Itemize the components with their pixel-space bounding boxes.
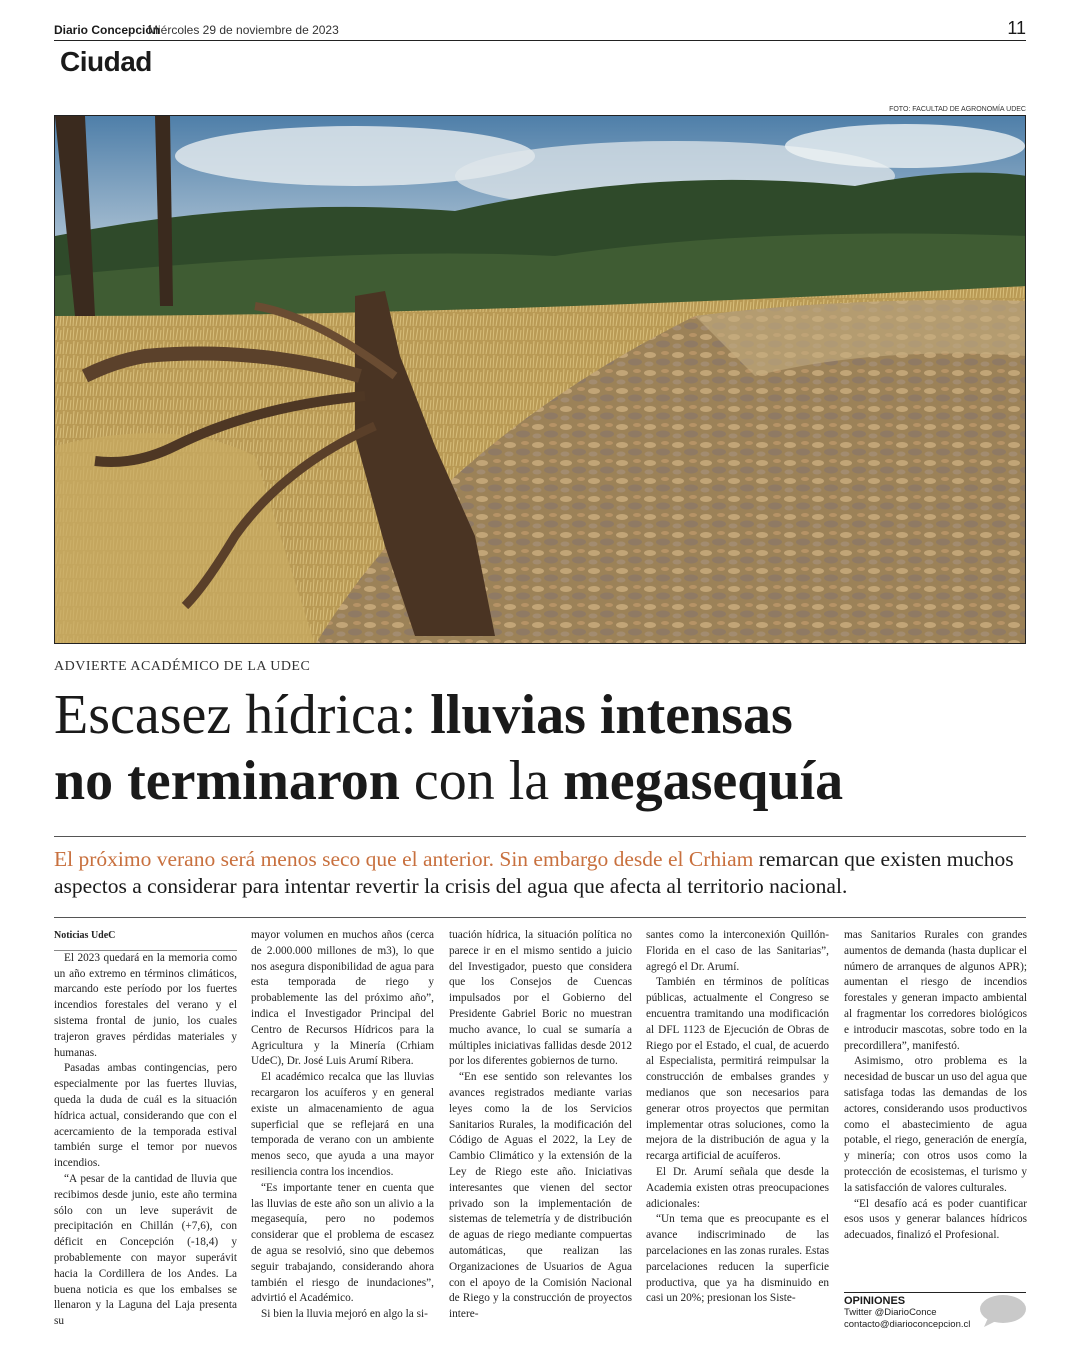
headline-part-2: lluvias intensas [430, 684, 793, 746]
paragraph: También en términos de políticas públicas, actualmente el Congreso se encuentra tramitando una modificación al DFL 1123 de Ejecución de Obras de Riego por el Estado, el cual, de acuerdo al Especialista, permitirá reimpulsar la construcción de embalses grandes y medianos que son necesarios para generar otros proyectos que permitan implementar otras soluciones, como la mejora de la distribución de agua y la recarga artificial de acuíferos. [646, 976, 829, 1163]
newspaper-name: Diario Concepción [54, 23, 161, 37]
paragraph: “Un tema que es preocupante es el avance indiscriminado de las parcelaciones en las zonas rurales. Estas parcelaciones reducen la superficie productiva, que ya ha disminuido en casi un 20%; presionan los Siste- [646, 1213, 829, 1305]
headline-part-5: megasequía [563, 750, 844, 812]
issue-date: Miércoles 29 de noviembre de 2023 [148, 23, 339, 37]
page-number: 11 [1007, 18, 1026, 38]
divider-bottom [54, 917, 1026, 918]
paragraph: “El desafío acá es poder cuantificar esos usos y generar balances hídricos adecuados, finalizó el Profesional. [844, 1197, 1027, 1242]
article-column-5 [844, 928, 1027, 1244]
paragraph: santes como la interconexión Quillón-Florida en el caso de las Sanitarias”, agregó el Dr. Arumí. [646, 929, 829, 973]
section-title: Ciudad [60, 46, 152, 77]
paragraph: El Dr. Arumí señala que desde la Academia existen otras preocupaciones adicionales: [646, 1165, 829, 1210]
paragraph: mayor volumen en muchos años (cerca de 2.000.000 millones de m3), lo que nos asegura disponibilidad de agua para esta temporada de riego y probablemente las del próximo año”, indica el Investigador Principal del Centro de Recursos Hídricos para la Agricultura y la Minería (Crhiam UdeC), Dr. José Luis Arumí Ribera. [251, 929, 434, 1068]
paragraph: Asimismo, otro problema es la necesidad de buscar un uso del agua que satisfaga todas las demandas de los actores, considerando usos productivos como el abastecimiento de agua potable, el riego, generación de energía, y minería; con otros usos como la protección de ecosistemas, el turismo y la satisfacción de valores culturales. [844, 1055, 1027, 1194]
byline: Noticias UdeC [54, 928, 237, 951]
paragraph: tuación hídrica, la situación política no parece ir en el mismo sentido a juicio del Investigador, puesto que considera que los Consejos de Cuencas impulsados por el Gobierno del Presidente Gabriel Boric no muestran mucho avance, lo cual se sumaría a múltiples iniciativas fallidas desde 2012 por los diferentes gobiernos de turno. [449, 929, 632, 1068]
article-column-2 [251, 928, 434, 1323]
paragraph: “A pesar de la cantidad de lluvia que recibimos desde junio, este año termina sólo con un leve superávit de precipitación en Chillán (+7,6), con déficit en Concepción (-18,4) y probablemente con mayor superávit hacia la Cordillera de los Andes. La buena noticia es que los embalses se llenaron y la Laguna del Laja presenta su [54, 1172, 237, 1328]
paragraph: “Es importante tener en cuenta que las lluvias de este año son un alivio a la megasequía, pero no podemos considerar que el problema de escasez de agua se resolvió, sino que debemos seguir trabajando, considerando ahora también el riesgo de inundaciones”, advirtió el Académico. [251, 1181, 434, 1305]
contact-email: contacto@diarioconcepcion.cl [844, 1319, 971, 1330]
twitter-handle: Twitter @DiarioConce [844, 1307, 937, 1318]
masthead [54, 20, 1026, 41]
article-kicker: ADVIERTE ACADÉMICO DE LA UDEC [54, 659, 311, 674]
photo-credit: FOTO: FACULTAD DE AGRONOMÍA UDEC [889, 106, 1026, 113]
deck-accent: El próximo verano será menos seco que el anterior. Sin embargo desde el Crhiam [54, 847, 754, 871]
article-column-4 [646, 928, 829, 1307]
headline-part-1: Escasez hídrica: [54, 684, 431, 746]
headline-part-3: no terminaron [54, 750, 400, 812]
article-column-3 [449, 928, 632, 1323]
divider-top [54, 836, 1026, 837]
paragraph: “En ese sentido son relevantes los avances registrados mediante varias leyes como la de los Servicios Sanitarios Rurales, la modificación del Código de Aguas el 2022, la Ley de Cambio Climático y la extensión de la Ley de Riego este año. Iniciativas interesantes que vienen del sector privado son la implementación de sistemas de telemetría y de distribución de aguas de riego mediante compuertas automáticas, que realizan las Organizaciones de Usuarios de Agua con el apoyo de la Comisión Nacional de Riego y la construcción de proyectos intere- [449, 1071, 632, 1321]
paragraph: Si bien la lluvia mejoró en algo la si- [261, 1308, 428, 1321]
opinions-title: OPINIONES [844, 1295, 906, 1307]
deck-rest: remarcan que existen muchos aspectos a considerar para intentar revertir la crisis del agua que afecta al territorio nacional. [54, 847, 1014, 898]
article-column-1 [54, 928, 237, 1330]
speech-bubble-icon [978, 1294, 1028, 1333]
paragraph: mas Sanitarios Rurales con grandes aumentos de demanda (hasta duplicar el número de arranques de algunos APR); aumentan el riesgo de incendios forestales y generan impacto ambiental al fragmentar los corredores biológicos e introducir mascotas, sobre todo en la precordillera”, manifestó. [844, 929, 1027, 1052]
headline-part-4: con la [399, 750, 564, 812]
dry-riverbed-photo [55, 116, 1026, 644]
paragraph: El académico recalca que las lluvias recargaron los acuíferos y en general existe un almacenamiento de agua superficial que se reflejará en una temporada de verano con un ambiente menos seco, que ayuda a una mayor resiliencia contra los incendios. [251, 1071, 434, 1178]
paragraph: Pasadas ambas contingencias, pero especialmente por las fuertes lluvias, queda la duda de cuál es la situación hídrica actual, considerando que con el acercamiento de la temporada estival también surge el temor por nuevos incendios. [54, 1062, 237, 1170]
article-deck [54, 846, 1034, 900]
paragraph: El 2023 quedará en la memoria como un año extremo en términos climáticos, marcando este período por los fuertes incendios forestales del verano y el sistema frontal de junio, los cuales trajeron graves pérdidas materiales y humanas. [54, 951, 237, 1059]
lead-photo [54, 115, 1026, 644]
article-headline [54, 682, 1034, 814]
